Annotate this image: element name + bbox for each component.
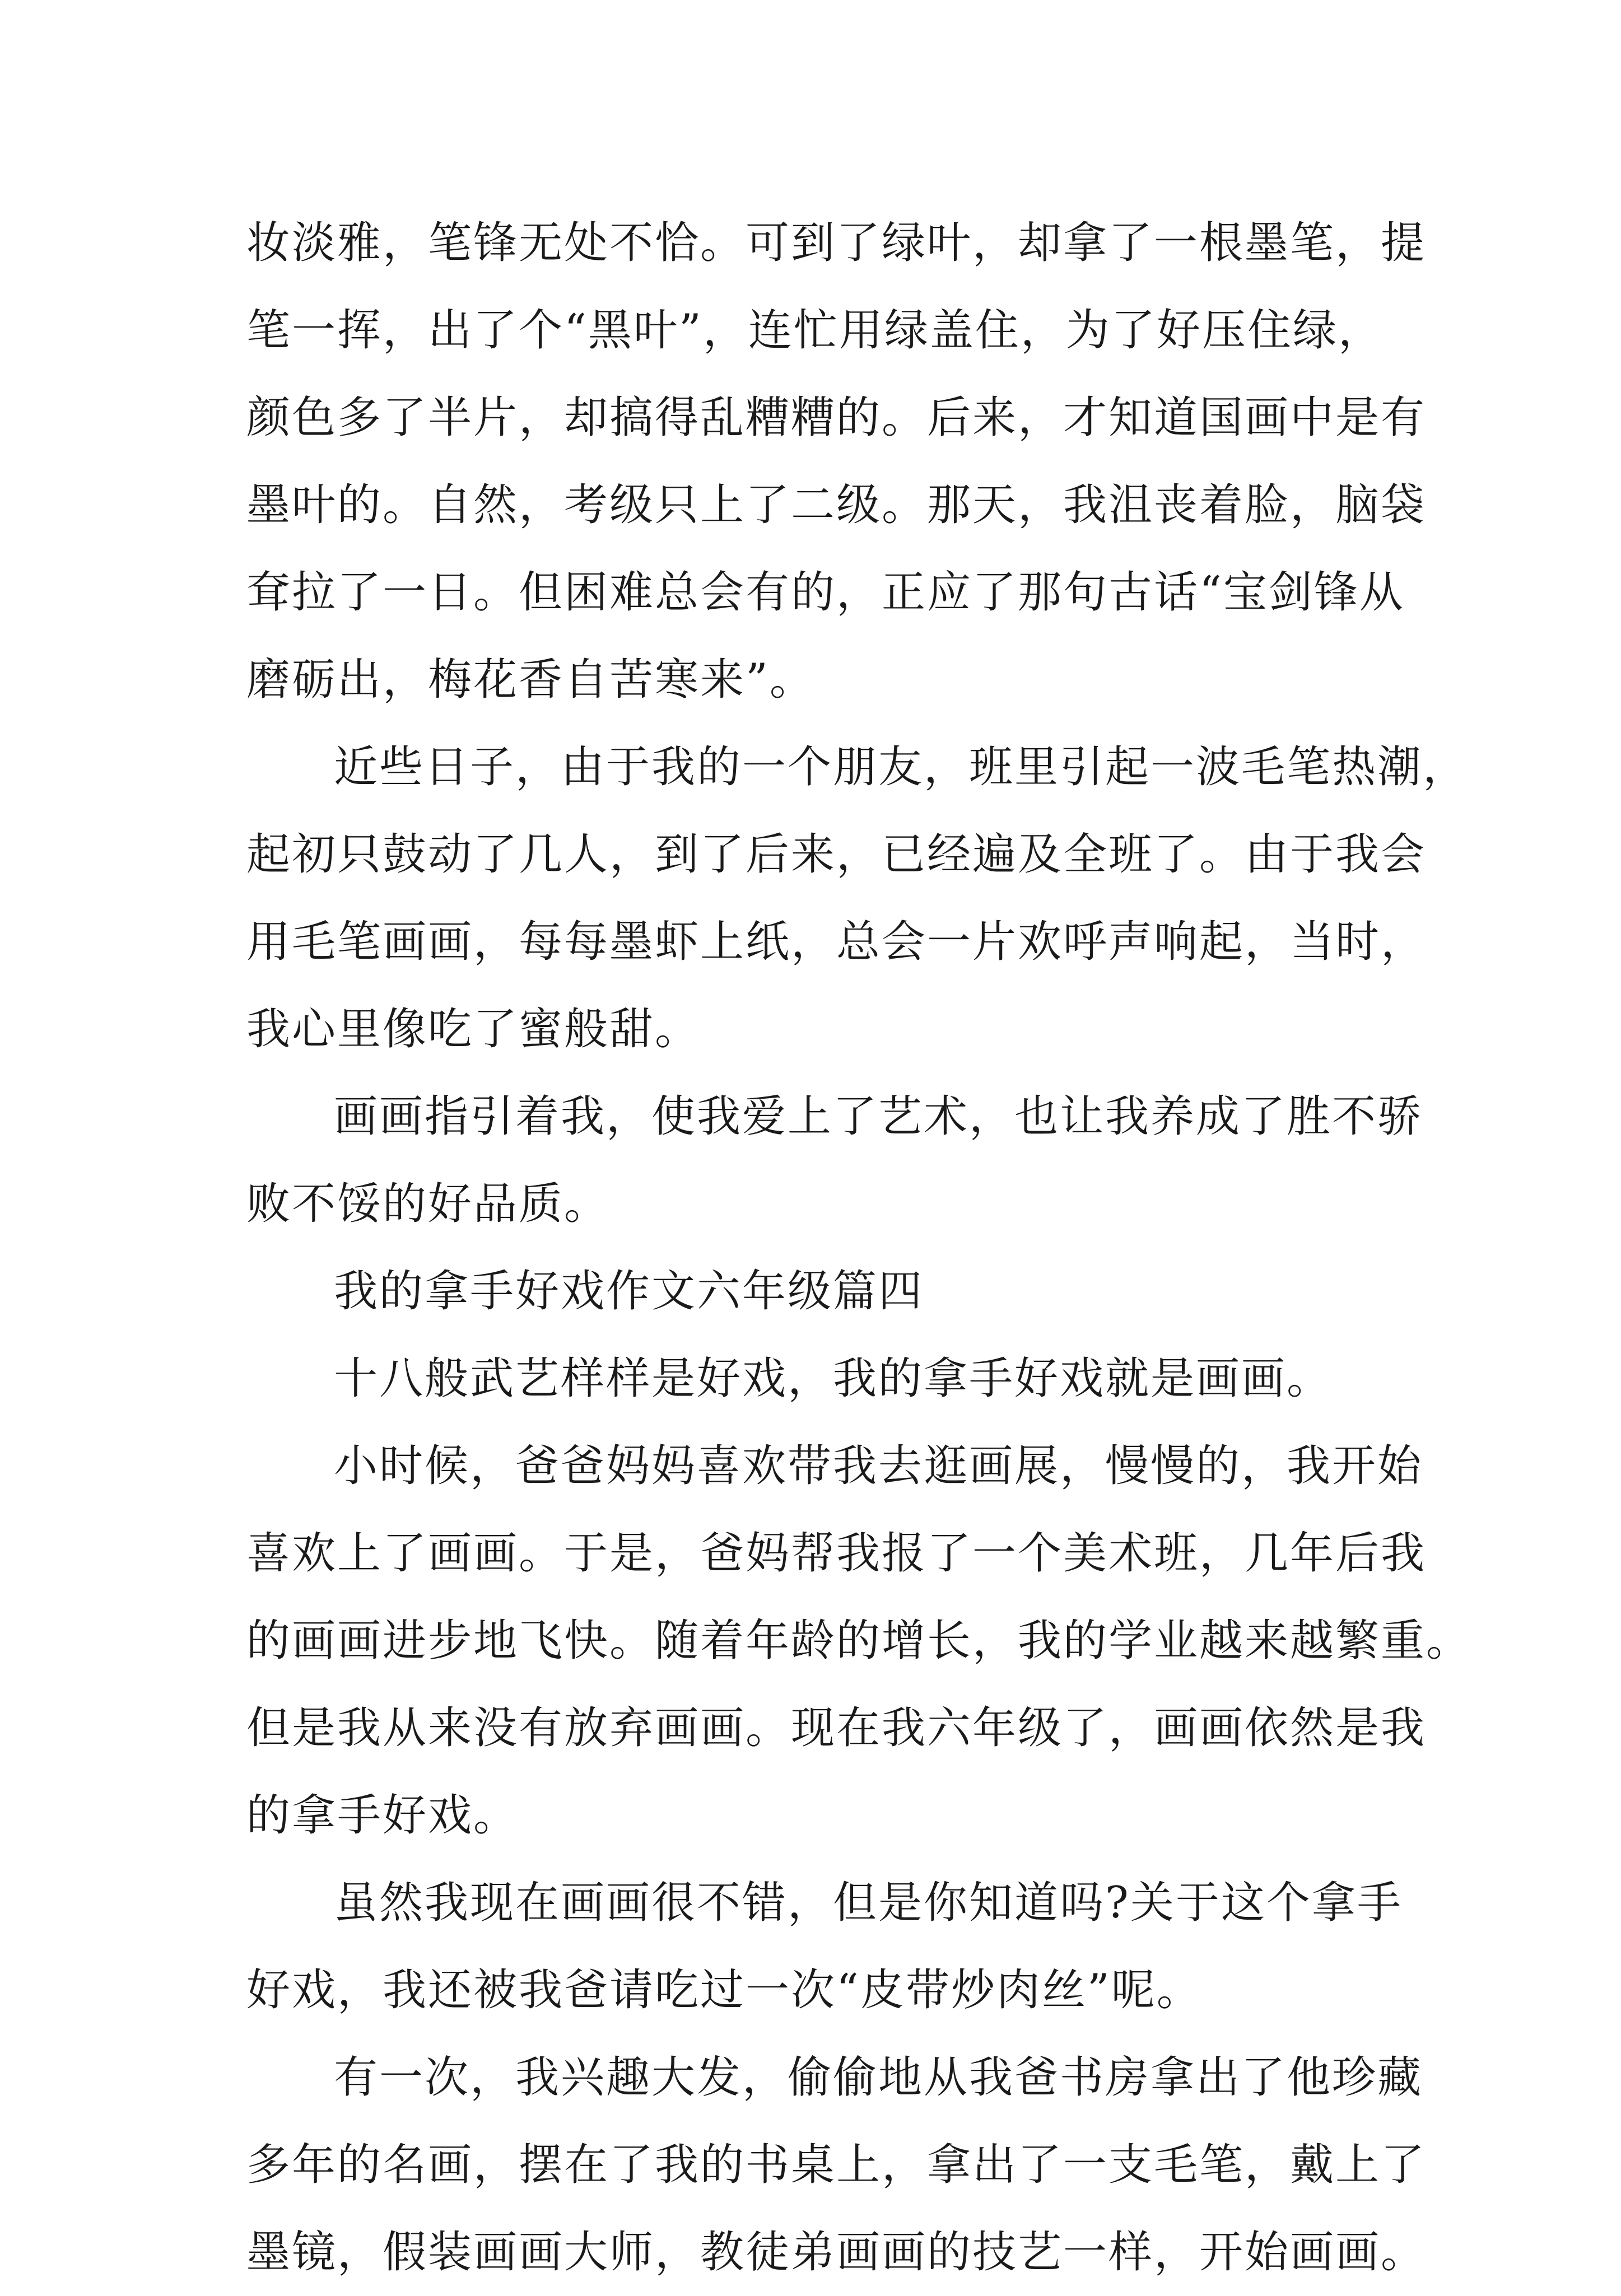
text-line: 妆淡雅，笔锋无处不恰。可到了绿叶，却拿了一根墨笔，提 [246,218,1427,268]
paragraph [246,199,1427,724]
paragraph [246,1073,1423,1248]
text-line: 好戏，我还被我爸请吃过一次“皮带炒肉丝”呢。 [246,1965,1202,2015]
text-line: 败不馁的好品质。 [246,1179,610,1229]
text-line: 近些日子，由于我的一个朋友，班里引起一波毛笔热潮， [334,742,1469,792]
text-line: 小时候，爸爸妈妈喜欢带我去逛画展，慢慢的，我开始 [334,1441,1423,1491]
text-line: 多年的名画，摆在了我的书桌上，拿出了一支毛笔，戴上了 [246,2140,1427,2190]
text-line: 笔一挥，出了个“黑叶”，连忙用绿盖住，为了好压住绿， [246,305,1384,356]
text-line: 画画指引着我，使我爱上了艺术，也让我养成了胜不骄 [334,1091,1423,1142]
text-line: 十八般武艺样样是好戏，我的拿手好戏就是画画。 [334,1354,1333,1404]
text-line: 耷拉了一日。但困难总会有的，正应了那句古话“宝剑锋从 [246,567,1405,618]
text-line: 墨叶的。自然，考级只上了二级。那天，我沮丧着脸，脑袋 [246,480,1427,530]
paragraph [246,1859,1403,2034]
text-line: 但是我从来没有放弃画画。现在我六年级了，画画依然是我 [246,1703,1427,1753]
paragraph [246,1248,1384,1335]
paragraph [246,1422,1472,1859]
text-line: 有一次，我兴趣大发，偷偷地从我爸书房拿出了他珍藏 [334,2052,1423,2103]
text-line: 虽然我现在画画很不错，但是你知道吗?关于这个拿手 [334,1878,1403,1928]
text-line: 墨镜，假装画画大师，教徒弟画画的技艺一样，开始画画。 [246,2227,1427,2278]
paragraph [246,2034,1427,2296]
text-line: 我的拿手好戏作文六年级篇四 [334,1266,924,1317]
paragraph [246,1335,1384,1422]
text-line: 的拿手好戏。 [246,1790,519,1841]
text-line: 用毛笔画画，每每墨虾上纸，总会一片欢呼声响起，当时， [246,917,1427,967]
text-line: 起初只鼓动了几人，到了后来，已经遍及全班了。由于我会 [246,829,1427,880]
text-line: 我心里像吃了蜜般甜。 [246,1004,701,1054]
text-line: 喜欢上了画画。于是，爸妈帮我报了一个美术班，几年后我 [246,1528,1427,1579]
paragraph [246,724,1469,1073]
text-line: 磨砺出，梅花香自苦寒来”。 [246,655,815,705]
body-text [246,199,1472,2296]
text-line: 的画画进步地飞快。随着年龄的增长，我的学业越来越繁重。 [246,1616,1472,1666]
text-line: 颜色多了半片，却搞得乱糟糟的。后来，才知道国画中是有 [246,393,1427,443]
